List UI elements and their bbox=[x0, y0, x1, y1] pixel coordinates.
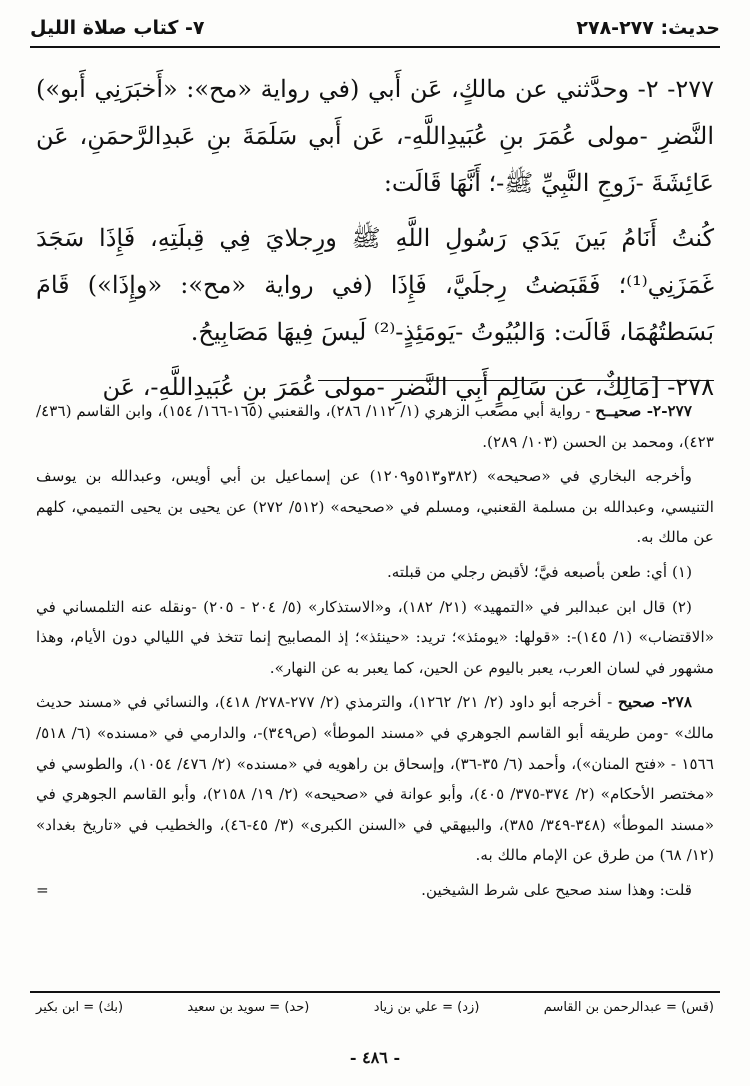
note-277-label: ٢٧٧-٢- صحيــح bbox=[595, 402, 692, 420]
chapter-title: ٧- كتاب صلاة الليل bbox=[30, 17, 205, 39]
hadith-range: حديث: ٢٧٧-٢٧٨ bbox=[576, 17, 720, 39]
footnote-1: (١) أي: طعن بأصبعه فيَّ؛ لأقبض رجلي من قبلته. bbox=[386, 562, 692, 581]
main-text bbox=[36, 66, 714, 411]
note-278-label: ٢٧٨- صحيح bbox=[617, 693, 692, 712]
note-277 bbox=[36, 396, 714, 457]
legend-item-hd: (حد) = سويد بن سعيد bbox=[187, 1000, 310, 1015]
running-header bbox=[30, 14, 720, 42]
note-277-text: - رواية أبي مصعب الزهري (١/ ١١٢/ ٢٨٦)، والقعنبي (١٦٥-١٦٦/ ١٥٤)، وابن القاسم (٤٣٦/ ٤٢٣)، ومحمد بن الحسن (١٠٣/ ٢٨٩). bbox=[36, 402, 714, 451]
note-278 bbox=[36, 687, 714, 871]
legend-item-qs: (قس) = عبدالرحمن بن القاسم bbox=[543, 1000, 714, 1015]
hadith-277-intro: ٢٧٧- ٢- وحدَّثني عن مالكٍ، عَن أَبي (في رواية «مح»: «أَخبَرَنِي أَبو») النَّضرِ -مولى عُمَرَ بنِ عُبَيدِاللَّهِ-، عَن أَبي سَلَمَةَ بنِ عَبدِالرَّحمَنِ، عَن عَائِشَةَ -زَوجِ النَّبِيِّ ﷺ-؛ أَنَّهَا قَالَت: bbox=[36, 75, 714, 197]
hadith-277-body: كُنتُ أَنَامُ بَينَ يَدَي رَسُولِ اللَّهِ ﷺ ورِجلايَ فِي قِبلَتِهِ، فَإِذَا سَجَدَ غَمَزَنِي⁽¹⁾؛ فَقَبَضتُ رِجلَيَّ، فَإِذَا (في رواية «مح»: «وإِذَا») قَامَ بَسَطتُهُمَا، قَالَت: وَالبُيُوتُ -يَومَئِذٍ-⁽²⁾ لَيسَ فِيهَا مَصَابِيحُ. bbox=[36, 224, 714, 346]
continuation-mark: = bbox=[36, 880, 49, 899]
legend-item-bk: (بك) = ابن بكير bbox=[36, 1000, 124, 1015]
footer-rule bbox=[30, 991, 720, 993]
note-277-para2: وأخرجه البخاري في «صحيحه» (٣٨٢و٥١٣و١٢٠٩) عن إسماعيل بن أبي أويس، وعبدالله بن يوسف التنيسي، وعبدالله بن مسلمة القعنبي، ومسلم في «صحيحه» (٥١٢/ ٢٧٢) عن يحيى بن يحيى التميمي، كلهم عن مالك به. bbox=[36, 467, 714, 547]
closing-line bbox=[36, 875, 714, 906]
hadith-278-intro: ٢٧٨- [مَالِكٌ، عَن سَالِمٍ أَبِي النَّضرِ -مولى عُمَرَ بنِ عُبَيدِاللَّهِ-، عَن bbox=[102, 373, 714, 401]
legend-item-zd: (زد) = علي بن زياد bbox=[373, 1000, 480, 1015]
abbreviation-legend bbox=[36, 1000, 714, 1015]
header-rule bbox=[30, 46, 720, 48]
footnote-separator bbox=[318, 380, 714, 381]
note-278-text: - أخرجه أبو داود (٢/ ٢١/ ١٢٦٢)، والترمذي (٢/ ٢٧٧-٢٧٨/ ٤١٨)، والنسائي في «مسند حديث مالك» -ومن طريقه أبو القاسم الجوهري في «مسند الموطأ» (ص٣٤٩)-، والدارمي في «مسنده» (٦/ ٥١٨/ ١٥٦٦ - «فتح المنان»)، وأحمد (٦/ ٣٥-٣٦)، وإسحاق بن راهويه في «مسنده» (٢/ ٤٧٦/ ١٠٥٤)، والطوسي في «مختصر الأحكام» (٢/ ٣٧٤-٣٧٥/ ٤٠٥)، وأبو عوانة في «صحيحه» (٢/ ١٩/ ٢١٥٨)، وأبو القاسم الجوهري في «مسند الموطأ» (٣٤٨-٣٤٩/ ٣٨٥)، والبيهقي في «السنن الكبرى» (٣/ ٤٥-٤٦)، والخطيب في «تاريخ بغداد» (١٢/ ٦٨) من طرق عن الإمام مالك به. bbox=[36, 693, 715, 865]
page-number: - ٤٨٦ - bbox=[349, 1048, 401, 1067]
closing-text: قلت: وهذا سند صحيح على شرط الشيخين. bbox=[421, 880, 692, 899]
footnotes bbox=[36, 396, 714, 906]
footnote-2: (٢) قال ابن عبدالبر في «التمهيد» (٢١/ ١٨٢)، و«الاستذكار» (٥/ ٢٠٤ - ٢٠٥) -ونقله عنه التلمساني في «الاقتضاب» (١/ ١٤٥)-: «قولها: «يومئذ»؛ تريد: «حينئذ»؛ إذ المصابيح إنما تتخذ في الليالي دون الأيام، وهذا مشهور في لسان العرب، يعبر باليوم عن الحين، كما يعبر به عن النهار». bbox=[36, 597, 714, 677]
